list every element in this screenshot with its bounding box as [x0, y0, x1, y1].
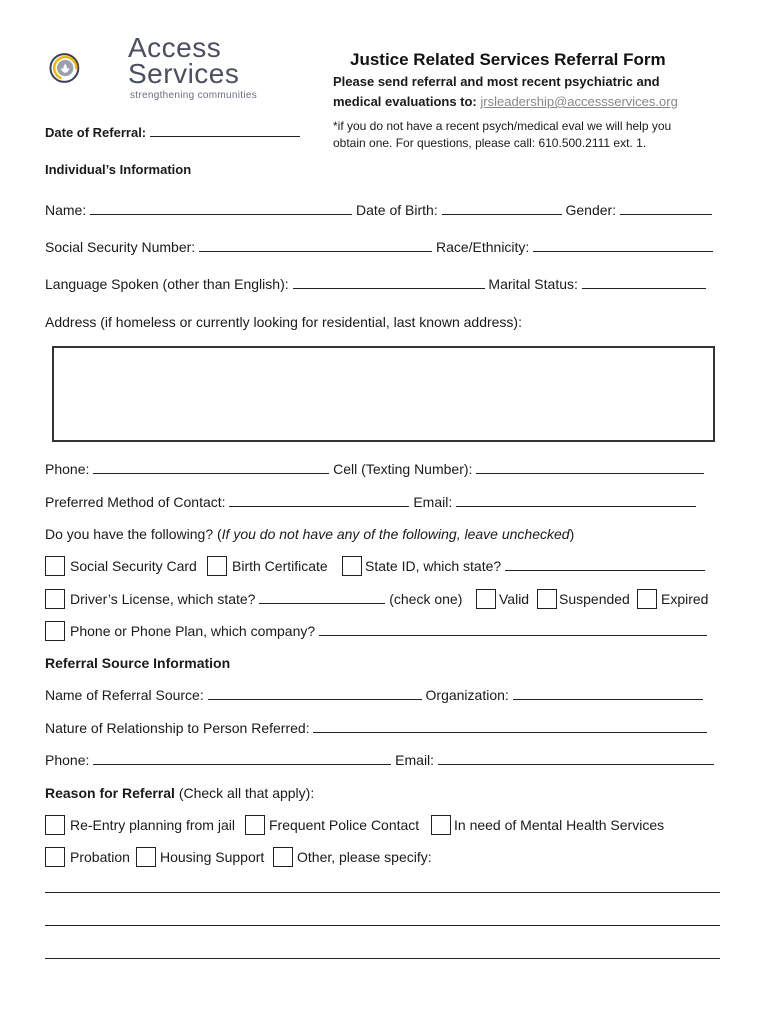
birth-cert-checkbox[interactable] — [207, 556, 227, 576]
referral-name-field[interactable] — [208, 687, 422, 700]
send-prefix: medical evaluations to: — [333, 94, 481, 109]
marital-label: Marital Status: — [488, 276, 578, 292]
referral-name-row — [45, 687, 703, 703]
date-of-referral-text: Date of Referral: — [45, 125, 147, 140]
other-label: Other, please specify: — [297, 849, 432, 865]
language-label: Language Spoken (other than English): — [45, 276, 289, 292]
ss-card-checkbox[interactable] — [45, 556, 65, 576]
name-label: Name: — [45, 202, 87, 218]
brand-line1: Access — [128, 32, 222, 63]
reason-heading-row — [45, 785, 314, 801]
police-contact-label: Frequent Police Contact — [269, 817, 420, 833]
state-id-row — [365, 558, 705, 574]
contact-row — [45, 494, 696, 510]
valid-label: Valid — [499, 591, 530, 607]
state-id-checkbox[interactable] — [342, 556, 362, 576]
drivers-license-field[interactable] — [259, 591, 385, 604]
cell-field[interactable] — [476, 461, 704, 474]
access-services-logo — [48, 28, 138, 108]
ssn-label: Social Security Number: — [45, 239, 196, 255]
address-label: Address (if homeless or currently looking for residential, last known address): — [45, 314, 522, 330]
cell-label: Cell (Texting Number): — [333, 461, 473, 477]
contact-label: Preferred Method of Contact: — [45, 494, 226, 510]
phone-row — [45, 461, 704, 477]
note-line1: *if you do not have a recent psych/medical eval we will help you — [333, 119, 672, 133]
other-checkbox[interactable] — [273, 847, 293, 867]
birth-cert-label: Birth Certificate — [232, 558, 328, 574]
mental-health-checkbox[interactable] — [431, 815, 451, 835]
other-specify-line-1[interactable] — [45, 892, 720, 893]
gender-label: Gender: — [565, 202, 617, 218]
relationship-field[interactable] — [313, 720, 707, 733]
phone-plan-label: Phone or Phone Plan, which company? — [70, 623, 316, 639]
relationship-label: Nature of Relationship to Person Referred: — [45, 720, 310, 736]
housing-support-checkbox[interactable] — [136, 847, 156, 867]
phone-field[interactable] — [93, 461, 329, 474]
state-id-field[interactable] — [505, 558, 705, 571]
name-row — [45, 202, 712, 218]
note-line2: obtain one. For questions, please call: 610.500.2111 ext. 1. — [333, 136, 647, 150]
referral-email-label: Email: — [395, 752, 435, 768]
individual-heading: Individual’s Information — [45, 162, 192, 177]
referral-email-field[interactable] — [438, 752, 714, 765]
gender-field[interactable] — [620, 202, 712, 215]
email-field[interactable] — [456, 494, 696, 507]
organization-label: Organization: — [425, 687, 509, 703]
email-label: Email: — [413, 494, 453, 510]
phone-plan-checkbox[interactable] — [45, 621, 65, 641]
referral-phone-label: Phone: — [45, 752, 90, 768]
brand-line2: Services — [128, 58, 240, 89]
reentry-checkbox[interactable] — [45, 815, 65, 835]
suspended-checkbox[interactable] — [537, 589, 557, 609]
dob-field[interactable] — [442, 202, 562, 215]
send-instructions-line2 — [333, 94, 678, 109]
referral-name-label: Name of Referral Source: — [45, 687, 204, 703]
documents-question-italic: If you do not have any of the following, leave unchecked — [221, 526, 570, 542]
reentry-label: Re-Entry planning from jail — [70, 817, 235, 833]
race-field[interactable] — [533, 239, 713, 252]
ssn-field[interactable] — [199, 239, 432, 252]
documents-question-end: ) — [569, 526, 575, 542]
documents-question-start: Do you have the following? ( — [45, 526, 222, 542]
referral-phone-field[interactable] — [93, 752, 391, 765]
ss-card-label: Social Security Card — [70, 558, 197, 574]
documents-question — [45, 526, 574, 542]
organization-field[interactable] — [513, 687, 703, 700]
phone-plan-field[interactable] — [319, 623, 707, 636]
drivers-license-row — [70, 591, 462, 607]
probation-label: Probation — [70, 849, 130, 865]
race-label: Race/Ethnicity: — [435, 239, 530, 255]
address-textbox[interactable] — [52, 346, 715, 442]
relationship-row — [45, 720, 707, 736]
check-one-label: (check one) — [389, 591, 463, 607]
send-email-link[interactable]: jrsleadership@accessservices.org — [480, 94, 678, 109]
police-contact-checkbox[interactable] — [245, 815, 265, 835]
phone-label: Phone: — [45, 461, 90, 477]
reason-heading: Reason for Referral — [45, 785, 175, 801]
name-field[interactable] — [90, 202, 352, 215]
expired-checkbox[interactable] — [637, 589, 657, 609]
brand-tagline: strengthening communities — [130, 90, 258, 101]
date-of-referral-label — [45, 124, 300, 140]
drivers-license-checkbox[interactable] — [45, 589, 65, 609]
drivers-license-label: Driver’s License, which state? — [70, 591, 256, 607]
state-id-label: State ID, which state? — [365, 558, 502, 574]
date-of-referral-field[interactable] — [150, 124, 300, 137]
dob-label: Date of Birth: — [356, 202, 438, 218]
send-instructions-line1: Please send referral and most recent psychiatric and — [333, 74, 660, 89]
housing-support-label: Housing Support — [160, 849, 265, 865]
marital-field[interactable] — [582, 276, 706, 289]
language-field[interactable] — [293, 276, 485, 289]
referral-phone-row — [45, 752, 714, 768]
reason-heading-suffix: (Check all that apply): — [174, 785, 315, 801]
probation-checkbox[interactable] — [45, 847, 65, 867]
language-row — [45, 276, 706, 292]
valid-checkbox[interactable] — [476, 589, 496, 609]
contact-field[interactable] — [229, 494, 409, 507]
mental-health-label: In need of Mental Health Services — [454, 817, 665, 833]
expired-label: Expired — [661, 591, 709, 607]
other-specify-line-2[interactable] — [45, 925, 720, 926]
phone-plan-row — [70, 623, 707, 639]
suspended-label: Suspended — [559, 591, 630, 607]
other-specify-line-3[interactable] — [45, 958, 720, 959]
ssn-row — [45, 239, 713, 255]
form-title: Justice Related Services Referral Form — [350, 50, 666, 69]
referral-source-heading: Referral Source Information — [45, 655, 231, 671]
